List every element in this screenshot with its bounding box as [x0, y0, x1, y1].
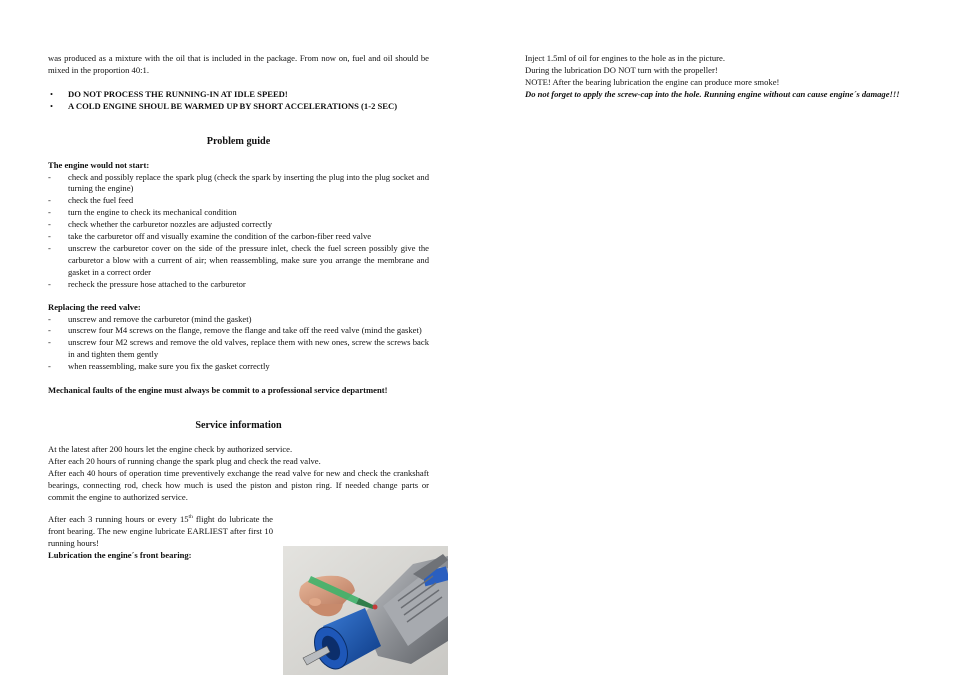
- lubrication-heading: Lubrication the engine´s front bearing:: [48, 550, 192, 561]
- lubrication-paragraph: [48, 514, 273, 550]
- list-item: - check and possibly replace the spark plug (check the spark by inserting the plug into the plug socket and turning the engine): [48, 172, 429, 196]
- list-item: - when reassembling, make sure you fix the gasket correctly: [48, 361, 429, 373]
- inject-oil-line: Inject 1.5ml of oil for engines to the hole as in the picture.: [525, 53, 725, 63]
- list-item: - check the fuel feed: [48, 195, 429, 207]
- service-info-title: Service information: [195, 419, 282, 431]
- left-column: [48, 53, 429, 562]
- list-item: - unscrew four M2 screws and remove the old valves, replace them with new ones, screw the screws back in and tighten them gently: [48, 337, 429, 361]
- smoke-note-line: NOTE! After the bearing lubrication the engine can produce more smoke!: [525, 76, 780, 87]
- list-item: - check whether the carburetor nozzles are adjusted correctly: [48, 219, 429, 231]
- not-start-heading: The engine would not start:: [48, 159, 150, 170]
- screw-cap-warning: Do not forget to apply the screw-cap into the hole. Running engine without can cause engine´s damage!!!: [525, 88, 900, 99]
- list-item: - take the carburetor off and visually examine the condition of the carbon-fiber reed valve: [48, 231, 429, 243]
- reed-valve-heading: Replacing the reed valve:: [48, 301, 141, 312]
- service-line: After each 20 hours of running change the spark plug and check the read valve.: [48, 455, 321, 466]
- list-item: - unscrew the carburetor cover on the side of the pressure inlet, check the fuel screen possibly give the carburetor a blow with a current of air; when reassembling, make sure you arrange the membrane and gasket in a correct order: [48, 243, 429, 279]
- list-item: - unscrew and remove the carburetor (mind the gasket): [48, 314, 429, 326]
- service-line: After each 40 hours of operation time preventively exchange the read valve for new and check the crankshaft bearings, connecting rod, check how much is used the piston and piston ring. If needed change parts or commit the engine to authorized service.: [48, 467, 429, 502]
- lubrication-text-end: flight do lubricate the front bearing. The new engine lubricate EARLIEST after first 10 running hours!: [48, 514, 274, 549]
- list-item: - unscrew four M4 screws on the flange, remove the flange and take off the reed valve (mind the gasket): [48, 325, 429, 337]
- right-column: [525, 53, 907, 101]
- lubrication-text-start: After each 3 running hours or every 15: [48, 514, 189, 525]
- warning-bullets: [48, 89, 429, 113]
- bullet-item: • DO NOT PROCESS THE RUNNING-IN AT IDLE SPEED!: [48, 89, 429, 101]
- problem-guide-title: Problem guide: [206, 135, 271, 147]
- bullet-item: • A COLD ENGINE SHOUL BE WARMED UP BY SHORT ACCELERATIONS (1-2 SEC): [48, 101, 429, 113]
- not-start-list: [48, 172, 429, 291]
- engine-lubrication-photo: [283, 546, 448, 675]
- intro-paragraph: was produced as a mixture with the oil that is included in the package. From now on, fuel and oil should be mixed in the proportion 40:1.: [48, 53, 429, 75]
- no-turn-line: During the lubrication DO NOT turn with the propeller!: [525, 64, 718, 75]
- service-line: At the latest after 200 hours let the engine check by authorized service.: [48, 443, 293, 454]
- list-item: - turn the engine to check its mechanical condition: [48, 207, 429, 219]
- reed-valve-list: [48, 314, 429, 374]
- ordinal-suffix: th: [188, 514, 193, 521]
- list-item: - recheck the pressure hose attached to the carburetor: [48, 279, 429, 291]
- service-warning: Mechanical faults of the engine must always be commit to a professional service department!: [48, 385, 388, 396]
- photo-illustration: [283, 546, 448, 675]
